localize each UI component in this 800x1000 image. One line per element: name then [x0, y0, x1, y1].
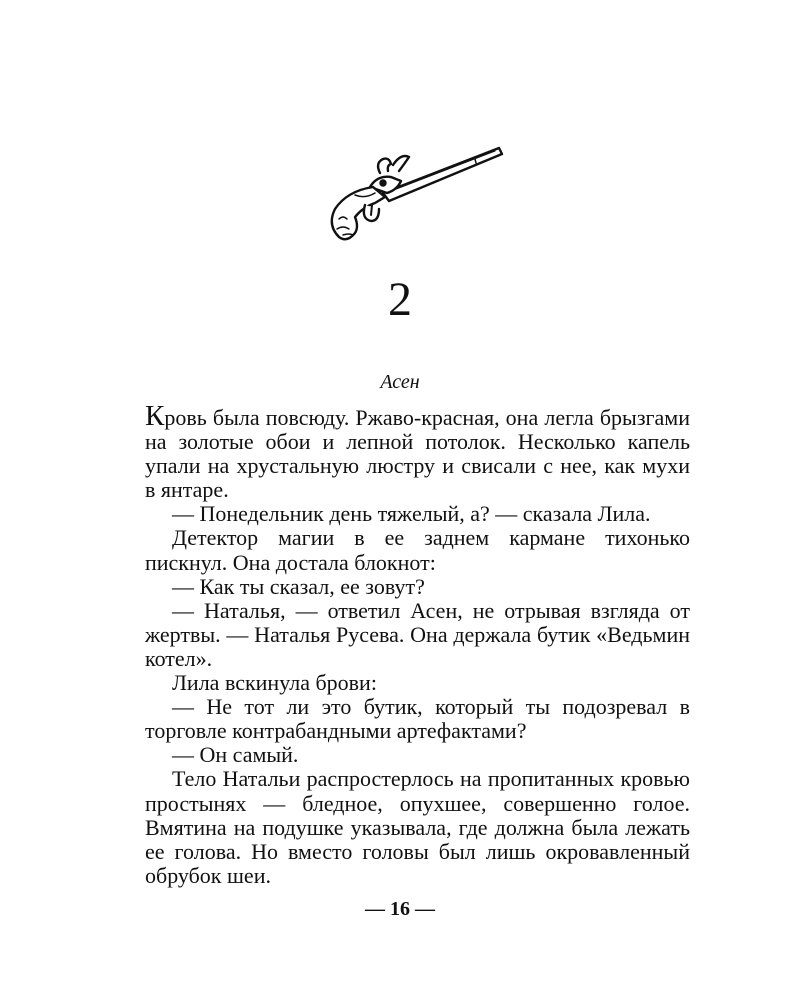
paragraph: Тело Натальи распростерлось на пропитанных кровью простынях — бледное, опухшее, совершенно голое. Вмятина на подушке указывала, где должна была лежать ее голова. Но вместо головы был лишь окровавленный обрубок шеи. [145, 766, 690, 888]
paragraph: — Он самый. [172, 742, 299, 768]
chapter-number: 2 [388, 273, 412, 326]
paragraph: — Как ты сказал, ее зовут? [172, 573, 425, 599]
flintlock-pistol-icon [325, 135, 510, 250]
chapter-subtitle: Асен [380, 371, 420, 393]
paragraph-1-text: ровь была повсюду. Ржаво-красная, она легла брызгами на золотые обои и лепной потолок. Несколько капель упали на хрустальную люстру и свисали с нее, как мухи в янтаре. [145, 405, 690, 503]
paragraph-1 [145, 400, 690, 503]
paragraph: Детектор магии в ее заднем кармане тихонько пискнул. Она достала блокнот: [145, 525, 690, 575]
paragraph: Лила вскинула брови: [172, 670, 377, 696]
drop-initial: К [145, 400, 165, 432]
chapter-body [145, 400, 690, 888]
page-number: — 16 — [365, 898, 435, 920]
paragraph: — Понедельник день тяжелый, а? — сказала Лила. [172, 501, 651, 527]
paragraph: — Наталья, — ответил Асен, не отрывая взгляда от жертвы. — Наталья Русева. Она держала бутик «Ведьмин котел». [145, 597, 690, 671]
paragraph: — Не тот ли это бутик, который ты подозревал в торговле контрабандными артефактами? [145, 694, 690, 744]
